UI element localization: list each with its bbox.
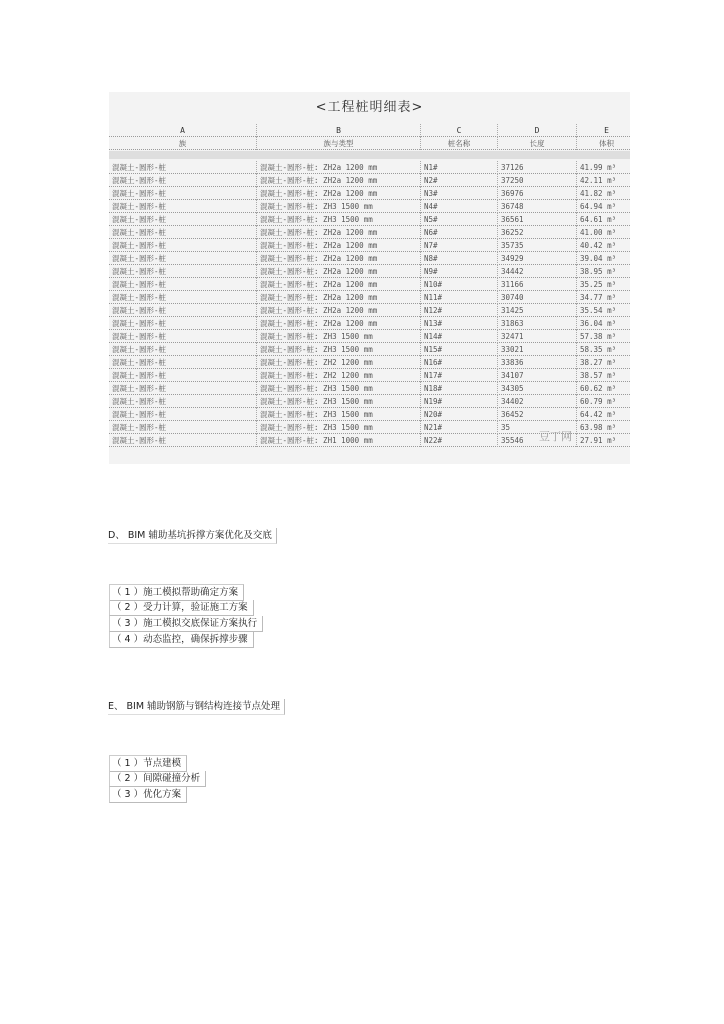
table-row: [109, 226, 630, 239]
cell-length: 35735: [497, 239, 576, 252]
cell-length: 33836: [497, 356, 576, 369]
cell-family-type: 混凝土-圆形-桩: ZH2a 1200 mm: [256, 174, 420, 187]
section-d-item: （ 1 ）施工模拟帮助确定方案: [109, 584, 244, 601]
column-header: 族: [178, 139, 187, 148]
cell-family: 混凝土-圆形-桩: [112, 228, 167, 237]
pile-schedule-image: [109, 92, 630, 464]
cell-pile-name: N3#: [420, 187, 497, 200]
cell-family-type: 混凝土-圆形-桩: ZH2a 1200 mm: [256, 265, 420, 278]
cell-family-type: 混凝土-圆形-桩: ZH1 1000 mm: [256, 434, 420, 447]
column-header: 桩名称: [420, 137, 497, 150]
section-d-item: （ 3 ）施工模拟交底保证方案执行: [109, 616, 263, 632]
cell-family: 混凝土-圆形-桩: [112, 384, 167, 393]
column-header-row: [109, 137, 630, 150]
cell-length: 36452: [497, 408, 576, 421]
cell-volume: 60.79 m³: [576, 395, 630, 408]
cell-pile-name: N14#: [420, 330, 497, 343]
cell-pile-name: N6#: [420, 226, 497, 239]
cell-family-type: 混凝土-圆形-桩: ZH3 1500 mm: [256, 330, 420, 343]
column-letter-row: [109, 124, 630, 137]
cell-family: 混凝土-圆形-桩: [112, 215, 167, 224]
cell-pile-name: N9#: [420, 265, 497, 278]
cell-length: 34305: [497, 382, 576, 395]
table-row: [109, 200, 630, 213]
cell-family: 混凝土-圆形-桩: [112, 371, 167, 380]
cell-volume: 41.00 m³: [576, 226, 630, 239]
cell-pile-name: N19#: [420, 395, 497, 408]
table-row: [109, 330, 630, 343]
cell-length: 31166: [497, 278, 576, 291]
cell-volume: 64.94 m³: [576, 200, 630, 213]
cell-family: 混凝土-圆形-桩: [112, 267, 167, 276]
column-letter: B: [256, 124, 420, 137]
table-row: [109, 356, 630, 369]
cell-length: 33021: [497, 343, 576, 356]
column-letter: D: [497, 124, 576, 137]
table-row: [109, 304, 630, 317]
cell-volume: 60.62 m³: [576, 382, 630, 395]
cell-family-type: 混凝土-圆形-桩: ZH3 1500 mm: [256, 213, 420, 226]
section-e-heading: E、 BIM 辅助钢筋与钢结构连接节点处理: [108, 699, 285, 715]
cell-volume: 58.35 m³: [576, 343, 630, 356]
cell-length: 31425: [497, 304, 576, 317]
table-row: [109, 174, 630, 187]
cell-family: 混凝土-圆形-桩: [112, 176, 167, 185]
cell-volume: 38.57 m³: [576, 369, 630, 382]
section-d-item: （ 4 ）动态监控，确保拆撑步骤: [109, 632, 254, 648]
cell-volume: 64.42 m³: [576, 408, 630, 421]
cell-family-type: 混凝土-圆形-桩: ZH2 1200 mm: [256, 356, 420, 369]
cell-family: 混凝土-圆形-桩: [112, 306, 167, 315]
section-e-item: （ 1 ）节点建模: [109, 755, 187, 772]
column-letter: E: [576, 124, 630, 137]
table-row: [109, 395, 630, 408]
cell-volume: 57.38 m³: [576, 330, 630, 343]
cell-volume: 40.42 m³: [576, 239, 630, 252]
cell-family: 混凝土-圆形-桩: [112, 423, 167, 432]
cell-family: 混凝土-圆形-桩: [112, 358, 167, 367]
cell-pile-name: N10#: [420, 278, 497, 291]
header-divider-band: [109, 151, 630, 159]
section-d-item: （ 2 ）受力计算，验证施工方案: [109, 600, 254, 616]
table-row: [109, 408, 630, 421]
table-row: [109, 213, 630, 226]
cell-family: 混凝土-圆形-桩: [112, 241, 167, 250]
cell-family: 混凝土-圆形-桩: [112, 436, 167, 445]
cell-length: 36976: [497, 187, 576, 200]
cell-length: 31863: [497, 317, 576, 330]
table-row: [109, 187, 630, 200]
cell-family: 混凝土-圆形-桩: [112, 254, 167, 263]
cell-length: 34929: [497, 252, 576, 265]
cell-volume: 38.95 m³: [576, 265, 630, 278]
watermark: 豆丁网: [539, 430, 572, 443]
cell-pile-name: N13#: [420, 317, 497, 330]
table-row: [109, 291, 630, 304]
cell-length: 36252: [497, 226, 576, 239]
cell-pile-name: N16#: [420, 356, 497, 369]
section-d-heading: D、 BIM 辅助基坑拆撑方案优化及交底: [108, 528, 277, 544]
cell-volume: 39.04 m³: [576, 252, 630, 265]
cell-pile-name: N11#: [420, 291, 497, 304]
cell-volume: 35.54 m³: [576, 304, 630, 317]
cell-family-type: 混凝土-圆形-桩: ZH2a 1200 mm: [256, 239, 420, 252]
cell-family: 混凝土-圆形-桩: [112, 397, 167, 406]
cell-family-type: 混凝土-圆形-桩: ZH3 1500 mm: [256, 395, 420, 408]
cell-volume: 42.11 m³: [576, 174, 630, 187]
column-letter: C: [420, 124, 497, 137]
cell-family: 混凝土-圆形-桩: [112, 345, 167, 354]
cell-family-type: 混凝土-圆形-桩: ZH3 1500 mm: [256, 408, 420, 421]
cell-length: 32471: [497, 330, 576, 343]
cell-volume: 35.25 m³: [576, 278, 630, 291]
cell-pile-name: N8#: [420, 252, 497, 265]
column-header: 族与类型: [256, 137, 420, 150]
cell-length: 37126: [497, 161, 576, 174]
column-letter: A: [180, 126, 185, 135]
cell-family-type: 混凝土-圆形-桩: ZH2a 1200 mm: [256, 187, 420, 200]
cell-volume: 41.82 m³: [576, 187, 630, 200]
cell-length: 35: [497, 421, 576, 434]
table-row: [109, 252, 630, 265]
cell-family-type: 混凝土-圆形-桩: ZH2a 1200 mm: [256, 278, 420, 291]
schedule-title: <工程桩明细表>: [315, 100, 424, 115]
cell-pile-name: N18#: [420, 382, 497, 395]
cell-pile-name: N5#: [420, 213, 497, 226]
table-row: [109, 317, 630, 330]
cell-pile-name: N12#: [420, 304, 497, 317]
cell-pile-name: N21#: [420, 421, 497, 434]
section-e-item: （ 2 ）间隙碰撞分析: [109, 771, 206, 787]
table-row: [109, 265, 630, 278]
table-row: [109, 161, 630, 174]
column-header: 长度: [497, 137, 576, 150]
cell-pile-name: N7#: [420, 239, 497, 252]
cell-volume: 64.61 m³: [576, 213, 630, 226]
cell-volume: 38.27 m³: [576, 356, 630, 369]
cell-family-type: 混凝土-圆形-桩: ZH2a 1200 mm: [256, 226, 420, 239]
section-e-item: （ 3 ）优化方案: [109, 787, 187, 803]
table-row: [109, 382, 630, 395]
table-row: [109, 343, 630, 356]
cell-volume: 27.91 m³: [576, 434, 630, 447]
cell-pile-name: N2#: [420, 174, 497, 187]
cell-family-type: 混凝土-圆形-桩: ZH2a 1200 mm: [256, 291, 420, 304]
cell-volume: 36.04 m³: [576, 317, 630, 330]
cell-family: 混凝土-圆形-桩: [112, 319, 167, 328]
cell-family-type: 混凝土-圆形-桩: ZH2a 1200 mm: [256, 161, 420, 174]
cell-length: 34442: [497, 265, 576, 278]
cell-pile-name: N17#: [420, 369, 497, 382]
cell-pile-name: N20#: [420, 408, 497, 421]
cell-family: 混凝土-圆形-桩: [112, 163, 167, 172]
cell-length: 30740: [497, 291, 576, 304]
cell-length: 36561: [497, 213, 576, 226]
cell-family: 混凝土-圆形-桩: [112, 280, 167, 289]
cell-volume: 63.98 m³: [576, 421, 630, 434]
cell-family: 混凝土-圆形-桩: [112, 293, 167, 302]
cell-length: 34402: [497, 395, 576, 408]
cell-family-type: 混凝土-圆形-桩: ZH3 1500 mm: [256, 421, 420, 434]
cell-family-type: 混凝土-圆形-桩: ZH3 1500 mm: [256, 382, 420, 395]
table-row: [109, 239, 630, 252]
cell-family: 混凝土-圆形-桩: [112, 189, 167, 198]
cell-family-type: 混凝土-圆形-桩: ZH2 1200 mm: [256, 369, 420, 382]
cell-length: 37250: [497, 174, 576, 187]
table-row: [109, 278, 630, 291]
table-row: [109, 369, 630, 382]
cell-family-type: 混凝土-圆形-桩: ZH2a 1200 mm: [256, 317, 420, 330]
column-header: 体积: [576, 137, 630, 150]
cell-pile-name: N22#: [420, 434, 497, 447]
cell-family: 混凝土-圆形-桩: [112, 410, 167, 419]
cell-volume: 34.77 m³: [576, 291, 630, 304]
cell-family-type: 混凝土-圆形-桩: ZH2a 1200 mm: [256, 252, 420, 265]
cell-pile-name: N4#: [420, 200, 497, 213]
cell-volume: 41.99 m³: [576, 161, 630, 174]
cell-family-type: 混凝土-圆形-桩: ZH3 1500 mm: [256, 343, 420, 356]
cell-length: 35546: [497, 434, 576, 447]
cell-family: 混凝土-圆形-桩: [112, 202, 167, 211]
cell-family-type: 混凝土-圆形-桩: ZH3 1500 mm: [256, 200, 420, 213]
cell-length: 36748: [497, 200, 576, 213]
cell-length: 34107: [497, 369, 576, 382]
cell-pile-name: N15#: [420, 343, 497, 356]
cell-pile-name: N1#: [420, 161, 497, 174]
cell-family: 混凝土-圆形-桩: [112, 332, 167, 341]
cell-family-type: 混凝土-圆形-桩: ZH2a 1200 mm: [256, 304, 420, 317]
